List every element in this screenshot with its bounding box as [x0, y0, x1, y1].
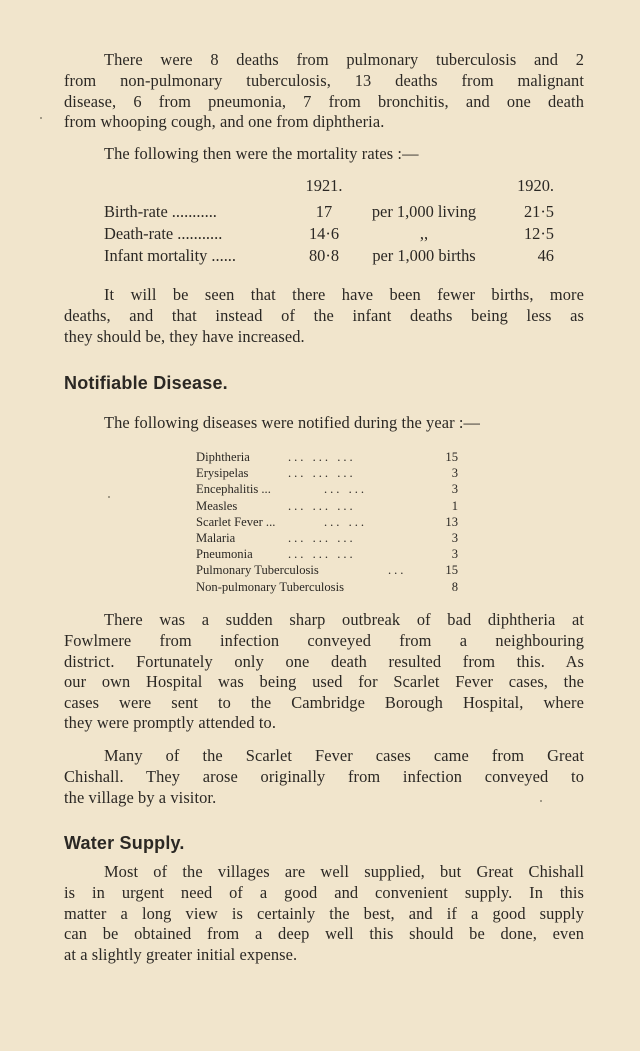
text-line: is in urgent need of a good and convenient supply. In this — [64, 883, 584, 902]
rate-1921: 14·6 — [308, 224, 340, 243]
paragraph-births-note — [64, 285, 584, 306]
text-line: they should be, they have increased. — [64, 326, 305, 346]
paragraph-scarlet-fever-cont — [64, 767, 584, 808]
rates-row-infant — [104, 246, 564, 268]
text-line: from whooping cough, and one from diphtheria. — [64, 112, 385, 132]
leader-dots: ... ... ... — [288, 450, 356, 464]
leader-dots: ... ... ... — [288, 547, 356, 562]
rate-label: Infant mortality ...... — [104, 246, 237, 265]
heading-water-supply: Water Supply. — [64, 833, 185, 853]
year-1920-header: 1920. — [517, 176, 554, 195]
text-line: Many of the Scarlet Fever cases came from Great — [104, 746, 584, 765]
disease-count: 3 — [451, 547, 458, 562]
paragraph-diphtheria-outbreak — [64, 610, 584, 631]
leader-dots: ... ... ... — [288, 466, 356, 481]
paragraph-births-note-cont — [64, 306, 584, 347]
rates-header-row — [104, 176, 564, 198]
text-line: from non-pulmonary tuberculosis, 13 deaths from malignant — [64, 71, 584, 90]
paper-speck — [540, 800, 542, 802]
disease-row — [196, 515, 458, 531]
text-line: disease, 6 from pneumonia, 7 from bronchitis, and one death — [64, 91, 584, 111]
year-1921-header: 1921. — [305, 176, 343, 195]
disease-count: 3 — [451, 466, 458, 481]
text-line: It will be seen that there have been fewer births, more — [104, 285, 584, 304]
rates-row-death — [104, 224, 564, 246]
disease-row — [196, 450, 458, 466]
leader-dots: ... ... — [324, 514, 368, 529]
leader-dots: ... ... ... — [288, 498, 356, 513]
rate-label: Birth-rate ........... — [104, 202, 217, 221]
disease-row — [196, 531, 458, 547]
disease-row — [196, 466, 458, 482]
paragraph-mortality-intro: The following then were the mortality rates :— — [104, 144, 419, 163]
heading-notifiable-disease: Notifiable Disease. — [64, 373, 228, 393]
disease-name: Measles — [196, 498, 238, 513]
paragraph-scarlet-fever — [64, 746, 584, 767]
text-line: deaths, and that instead of the infant deaths being less as — [64, 306, 584, 325]
text-line: at a slightly greater initial expense. — [64, 944, 298, 964]
disease-name: Erysipelas — [196, 466, 249, 481]
paragraph-diphtheria-outbreak-cont — [64, 631, 584, 734]
disease-count: 3 — [451, 530, 458, 545]
disease-row — [196, 499, 458, 515]
rate-unit: per 1,000 living — [371, 202, 477, 221]
disease-name: Scarlet Fever ... — [196, 514, 276, 529]
text-line: the village by a visitor. — [64, 787, 217, 807]
text-line: Fowlmere from infection conveyed from a neighbouring — [64, 631, 584, 650]
disease-row — [196, 547, 458, 563]
text-line: matter a long view is certainly the best, and if a good supply — [64, 903, 584, 923]
paragraph-water-supply-cont — [64, 883, 584, 965]
disease-row — [196, 482, 458, 498]
paragraph-deaths-cont — [64, 71, 584, 133]
disease-name: Pulmonary Tuberculosis — [196, 563, 319, 578]
rate-1921: 80·8 — [308, 246, 340, 265]
rate-1920: 21·5 — [523, 202, 554, 221]
rate-unit: ,, — [419, 224, 429, 243]
text-line: There were 8 deaths from pulmonary tuberculosis and 2 — [104, 50, 584, 69]
disease-name: Diphtheria — [196, 450, 250, 464]
paragraph-water-supply — [64, 862, 584, 883]
text-line: can be obtained from a deep well this should be done, even — [64, 924, 584, 944]
text-line: Most of the villages are well supplied, but Great Chishall — [104, 862, 584, 881]
notified-diseases-table — [196, 450, 458, 596]
rates-row-birth — [104, 202, 564, 224]
disease-name: Pneumonia — [196, 547, 253, 562]
disease-row — [196, 563, 458, 579]
disease-count: 1 — [451, 498, 458, 513]
disease-name: Encephalitis ... — [196, 482, 271, 497]
disease-row — [196, 580, 458, 596]
rate-unit: per 1,000 births — [372, 246, 476, 265]
disease-name: Malaria — [196, 530, 236, 545]
text-line: There was a sudden sharp outbreak of bad diphtheria at — [104, 610, 584, 629]
leader-dots: ... ... — [324, 482, 368, 497]
text-line: Chishall. They arose originally from infection conveyed to — [64, 767, 584, 786]
disease-count: 13 — [445, 514, 458, 529]
paragraph-deaths — [64, 50, 584, 71]
leader-dots: ... — [388, 563, 407, 578]
disease-count: 8 — [451, 579, 458, 594]
text-line: they were promptly attended to. — [64, 713, 277, 733]
rate-1920: 12·5 — [523, 224, 554, 243]
disease-count: 15 — [445, 563, 458, 578]
text-line: district. Fortunately only one death resulted from this. As — [64, 651, 584, 671]
disease-count: 3 — [451, 482, 458, 497]
rate-1921: 17 — [315, 202, 333, 221]
disease-name: Non-pulmonary Tuberculosis — [196, 579, 344, 594]
rate-label: Death-rate ........... — [104, 224, 223, 243]
mortality-rates-table — [104, 176, 564, 268]
disease-count: 15 — [445, 450, 458, 464]
paper-speck — [40, 117, 42, 119]
paragraph-diseases-intro: The following diseases were notified during the year :— — [104, 413, 481, 432]
leader-dots: ... ... ... — [288, 530, 356, 545]
text-line: cases were sent to the Cambridge Borough Hospital, where — [64, 692, 584, 712]
rate-1920: 46 — [537, 246, 554, 265]
paper-speck — [108, 496, 110, 498]
text-line: our own Hospital was being used for Scarlet Fever cases, the — [64, 672, 584, 692]
